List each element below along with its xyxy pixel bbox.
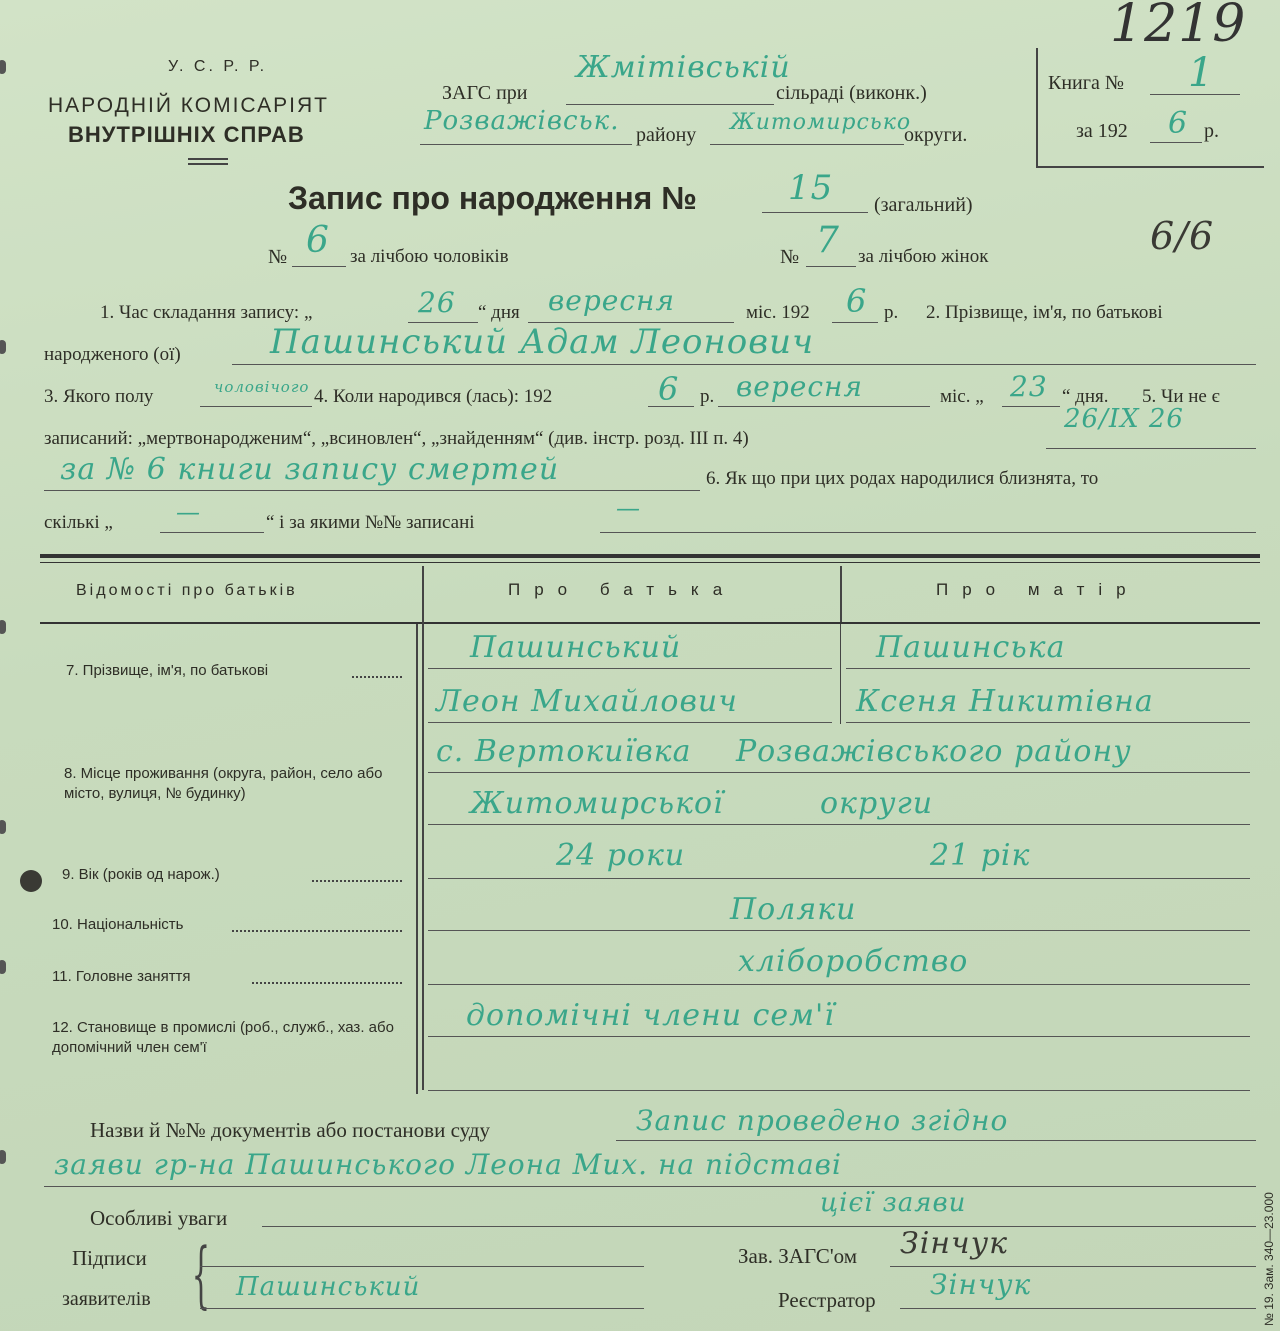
row-label-residence: 8. Місце проживання (округа, район, село або місто, вулиця, № будинку)	[64, 765, 383, 802]
female-count-value: 7	[816, 220, 840, 261]
head-signature: Зінчук	[900, 1226, 1009, 1261]
female-number-prefix: №	[780, 246, 800, 268]
punch-hole	[20, 870, 42, 892]
registrar-label: Реєстратор	[778, 1288, 876, 1312]
raion-value: Розважівськ.	[424, 106, 620, 136]
docs-value-2: заяви гр-на Пашинського Леона Мих. на підставі	[54, 1148, 842, 1181]
raion-label: району	[636, 124, 697, 146]
f1-day-value: 26	[418, 286, 456, 319]
row-label-name: 7. Прізвище, ім'я, по батькові	[66, 662, 269, 679]
commissariat-line2: ВНУТРІШНІХ СПРАВ	[68, 122, 305, 147]
f4-label: 4. Коли народився (лась): 192	[314, 386, 553, 407]
header-divider	[188, 158, 228, 165]
mother-residence-1: Розважівського району	[736, 734, 1132, 769]
book-year-label: за 192	[1076, 120, 1128, 142]
mother-given-name: Ксеня Никитівна	[856, 684, 1154, 719]
f1-month-label: міс. 192	[746, 302, 810, 323]
binder-hole	[0, 60, 6, 74]
f6-twins-numbers: —	[616, 494, 641, 522]
commissariat-line1: НАРОДНІЙ КОМІСАРІЯТ	[48, 94, 329, 117]
f1-year-value: 6	[846, 282, 868, 320]
page-title: Запис про народження №	[288, 180, 697, 216]
notes-value: цієї заяви	[820, 1188, 967, 1218]
f5-date-value: 26/IX 26	[1064, 404, 1184, 434]
row-label-occupation: 11. Головне заняття	[52, 968, 191, 985]
docs-value: Запис проведено згідно	[636, 1104, 1009, 1137]
f4-month-value: вересня	[736, 370, 864, 403]
applicant-signature: Пашинський	[236, 1272, 421, 1302]
f4-year-value: 6	[658, 370, 680, 408]
table-header-parents: Відомості про батьків	[76, 582, 298, 599]
margin-note: 6/6	[1150, 214, 1215, 258]
book-box	[1036, 48, 1264, 168]
female-count-label: за лічбою жінок	[858, 246, 989, 267]
f5-value: за № 6 книги запису смертей	[60, 452, 560, 487]
f6-twins-count: —	[176, 498, 201, 526]
f6-label-cont: скількі „	[44, 512, 113, 533]
binder-hole	[0, 960, 6, 974]
f3-sex-value: чоловічого	[214, 378, 310, 396]
father-residence-1: с. Вертокиївка	[436, 734, 692, 769]
corner-number: 1219	[1110, 0, 1247, 54]
f1-year-suffix: р.	[884, 302, 899, 323]
selsovet-value: Жмітівській	[576, 50, 791, 85]
binder-hole	[0, 340, 6, 354]
f4-day-value: 23	[1010, 370, 1048, 403]
male-count-value: 6	[306, 220, 330, 261]
table-header-mother: Про матір	[936, 580, 1140, 599]
row-label-age: 9. Вік (років од нарож.)	[62, 866, 220, 883]
f2-label-cont: народженого (ої)	[44, 344, 181, 365]
head-label: Зав. ЗАГС'ом	[738, 1244, 857, 1268]
binder-hole	[0, 820, 6, 834]
book-label: Книга №	[1048, 72, 1124, 94]
table-header-father: Про батька	[508, 580, 737, 599]
male-count-label: за лічбою чоловіків	[350, 246, 509, 267]
f4-month-label: міс. „	[940, 386, 984, 407]
okrug-value: Житомирсько	[730, 110, 912, 135]
ussr-label: У. С. Р. Р.	[168, 58, 268, 75]
f2-child-name: Пашинський Адам Леонович	[270, 322, 815, 362]
f1-month-value: вересня	[548, 284, 676, 317]
binder-hole	[0, 1150, 6, 1164]
row-label-position: 12. Становище в промислі (роб., служб., хаз. або допомічний член сем'ї	[52, 1019, 394, 1056]
f6-label-mid: “ і за якими №№ записані	[266, 512, 475, 533]
title-suffix: (загальний)	[874, 194, 973, 216]
f1-day-label: “ дня	[478, 302, 520, 323]
docs-label: Назви й №№ документів або постанови суду	[90, 1118, 490, 1142]
f5-label: 5. Чи не є	[1142, 386, 1220, 407]
record-number: 15	[788, 168, 834, 208]
signatures-label-2: заявителів	[62, 1288, 151, 1310]
okrug-label: округи.	[904, 124, 968, 146]
father-residence-2: Житомирської	[470, 786, 724, 821]
f1-label: 1. Час складання запису: „	[100, 302, 313, 323]
zags-prefix: ЗАГС при	[442, 82, 528, 104]
father-age: 24 роки	[556, 838, 686, 873]
f4-r: р.	[700, 386, 715, 407]
book-number: 1	[1188, 50, 1215, 96]
table-top-rule	[40, 554, 1260, 563]
father-surname: Пашинський	[470, 630, 682, 665]
mother-residence-2: округи	[820, 786, 934, 821]
parents-position: допомічні члени сем'ї	[466, 998, 835, 1033]
selsovet-suffix: сільраді (виконк.)	[776, 82, 927, 104]
signatures-brace: {	[191, 1232, 211, 1316]
signatures-label-1: Підписи	[72, 1246, 147, 1270]
print-mark: № 19. Зам. 340—23.000	[1262, 1192, 1276, 1326]
mother-surname: Пашинська	[876, 630, 1066, 665]
parents-occupation: хліборобство	[738, 944, 969, 979]
father-given-name: Леон Михайлович	[436, 684, 738, 719]
f3-label: 3. Якого полу	[44, 386, 154, 407]
f2-label: 2. Прізвище, ім'я, по батькові	[926, 302, 1163, 323]
binder-hole	[0, 620, 6, 634]
f4-day-label: “ дня.	[1062, 386, 1109, 407]
registrar-signature: Зінчук	[930, 1268, 1032, 1301]
row-label-nationality: 10. Національність	[52, 916, 184, 933]
notes-label: Особливі уваги	[90, 1206, 228, 1230]
male-number-prefix: №	[268, 246, 288, 268]
mother-age: 21 рік	[930, 838, 1031, 873]
book-year-suffix: р.	[1204, 120, 1219, 142]
f5-label-cont: записаний: „мертвонародженим“, „всиновлен“, „знайденням“ (див. інстр. розд. III п. 4)	[44, 428, 749, 449]
table-header-rule	[40, 622, 1260, 624]
book-year-value: 6	[1168, 106, 1189, 141]
parents-nationality: Поляки	[730, 892, 857, 927]
f6-label: 6. Як що при цих родах народилися близнята, то	[706, 468, 1099, 489]
